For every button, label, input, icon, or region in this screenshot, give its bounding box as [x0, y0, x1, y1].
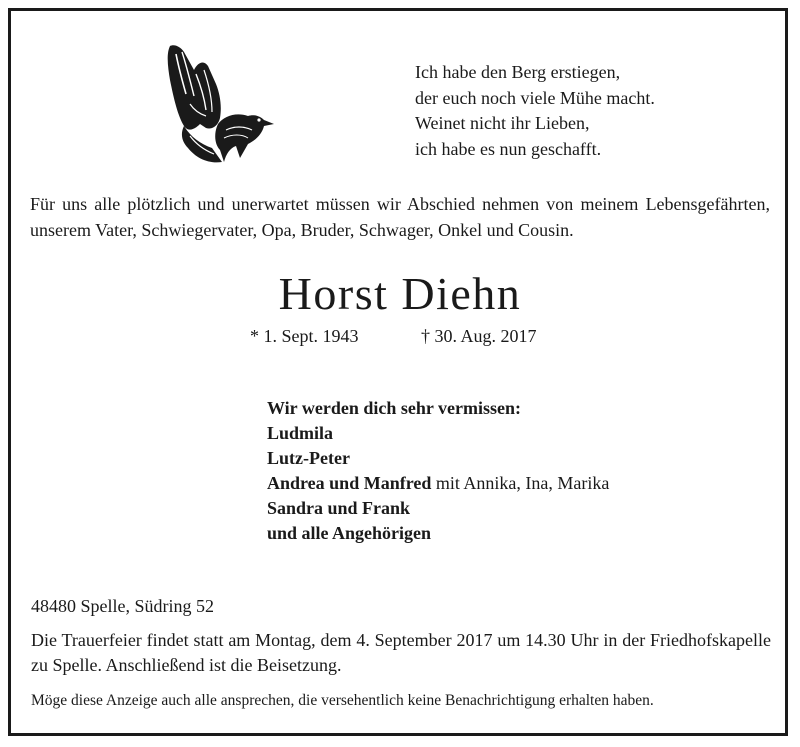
notification-note: Möge diese Anzeige auch alle ansprechen, die versehentlich keine Benachrichtigung erhalten haben. — [31, 692, 654, 709]
deceased-name: Horst Diehn — [278, 268, 522, 319]
mourner-family — [267, 471, 609, 496]
mourner-name: Lutz-Peter — [267, 448, 350, 468]
birth-date: * 1. Sept. 1943 — [250, 326, 359, 346]
mourner-name: Ludmila — [267, 423, 334, 443]
poem — [415, 60, 655, 162]
mourners-closing: und alle Angehörigen — [267, 523, 432, 543]
praying-hands-with-bird-icon — [160, 40, 280, 175]
poem-line: Weinet nicht ihr Lieben, — [415, 113, 590, 133]
mourners-list — [267, 396, 609, 546]
mourner-name: Andrea und Manfred — [267, 473, 432, 493]
mourner-name: Sandra und Frank — [267, 498, 411, 518]
death-date: † 30. Aug. 2017 — [421, 326, 537, 346]
poem-line: ich habe es nun geschafft. — [415, 138, 602, 159]
funeral-ceremony-info: Die Trauerfeier findet statt am Montag, dem 4. September 2017 um 14.30 Uhr in der Friedhofskapelle zu Spelle. Anschließend ist die Beisetzung. — [31, 630, 771, 675]
poem-line: Ich habe den Berg erstiegen, — [415, 62, 621, 82]
announcement-text: Für uns alle plötzlich und unerwartet müssen wir Abschied nehmen von meinem Lebensgefährten, unserem Vater, Schwiegervater, Opa, Bruder, Schwager, Onkel und Cousin. — [30, 194, 770, 240]
mourner-address: 48480 Spelle, Südring 52 — [31, 596, 214, 616]
mourner-children: mit Annika, Ina, Marika — [431, 473, 610, 493]
poem-line: der euch noch viele Mühe macht. — [415, 87, 655, 108]
obituary-frame — [8, 8, 788, 736]
mourners-heading: Wir werden dich sehr vermissen: — [267, 398, 521, 418]
